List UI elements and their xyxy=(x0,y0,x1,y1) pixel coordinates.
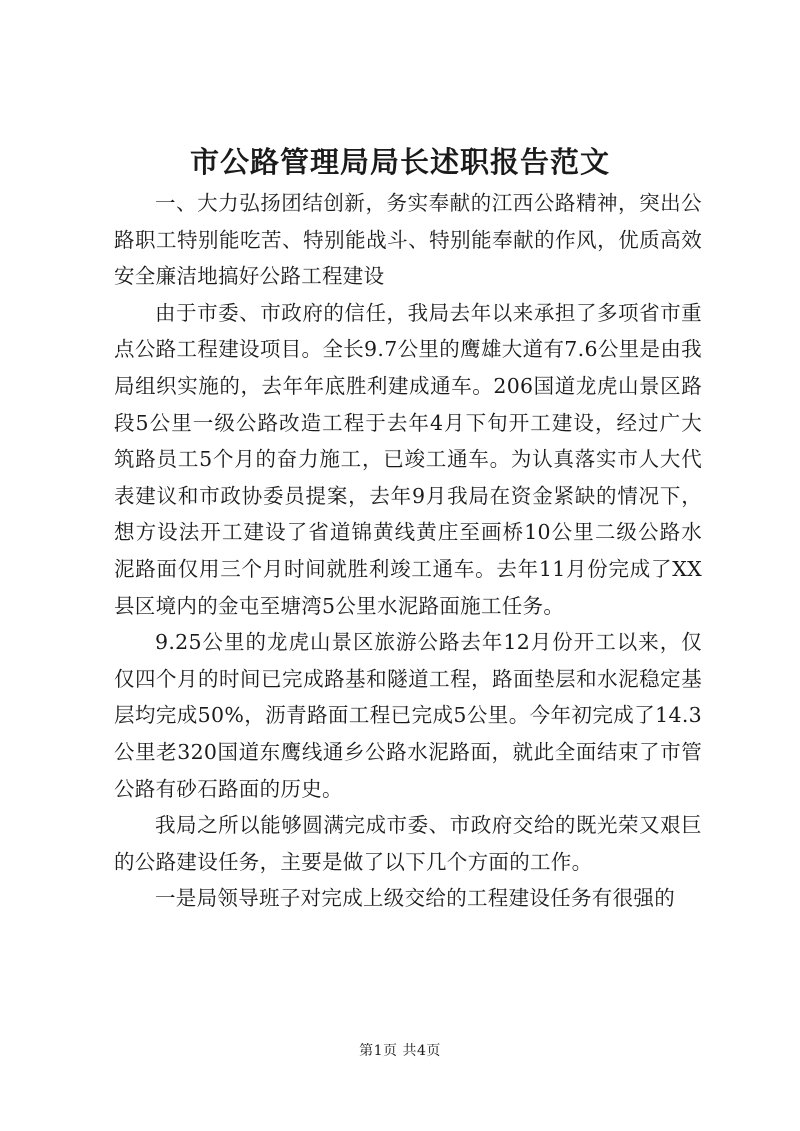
document-body xyxy=(114,185,702,917)
paragraph-5: 一是局领导班子对完成上级交给的工程建设任务有很强的 xyxy=(155,886,675,911)
paragraph-3: 9.25公里的龙虎山景区旅游公路去年12月份开工以来，仅仅四个月的时间已完成路基和隧道工程，路面垫层和水泥稳定基层均完成50%，沥青路面工程已完成5公里。今年初完成了14.3公里老320国道东鹰线通乡公路水泥路面，就此全面结束了市管公路有砂石路面的历史。 xyxy=(114,630,702,801)
paragraph-1: 一、大力弘扬团结创新，务实奉献的江西公路精神，突出公路职工特别能吃苦、特别能战斗、特别能奉献的作风，优质高效安全廉洁地搞好公路工程建设 xyxy=(114,191,702,289)
paragraph-2: 由于市委、市政府的信任，我局去年以来承担了多项省市重点公路工程建设项目。全长9.7公里的鹰雄大道有7.6公里是由我局组织实施的，去年年底胜利建成通车。206国道龙虎山景区路段5公里一级公路改造工程于去年4月下旬开工建设，经过广大筑路员工5个月的奋力施工，已竣工通车。为认真落实市人大代表建议和市政协委员提案，去年9月我局在资金紧缺的情况下，想方设法开工建设了省道锦黄线黄庄至画桥10公里二级公路水泥路面仅用三个月时间就胜利竣工通车。去年11月份完成了XX县区境内的金屯至塘湾5公里水泥路面施工任务。 xyxy=(114,300,702,618)
page-number-footer: 第1页 共4页 xyxy=(359,1043,441,1059)
document-title: 市公路管理局局长述职报告范文 xyxy=(189,145,610,179)
paragraph-4: 我局之所以能够圆满完成市委、市政府交给的既光荣又艰巨的公路建设任务，主要是做了以下几个方面的工作。 xyxy=(114,813,702,874)
